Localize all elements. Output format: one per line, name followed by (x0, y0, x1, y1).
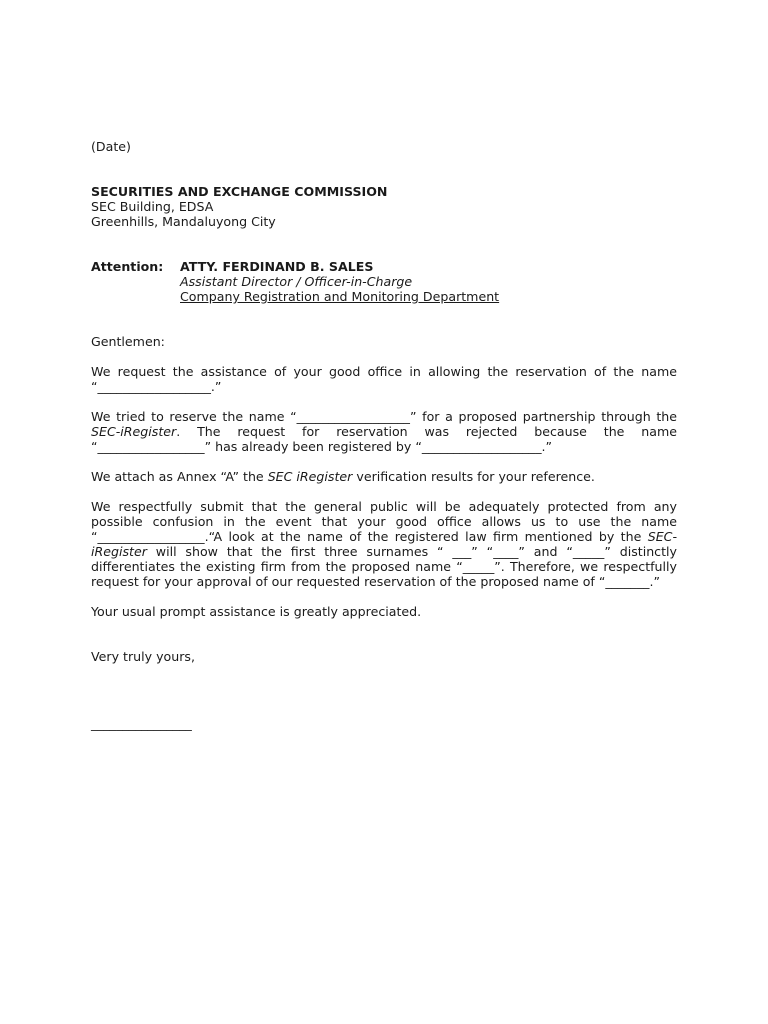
sec-iregister-term: SEC-iRegister (91, 424, 177, 439)
paragraph-3-text-c: verification results for your reference. (352, 469, 595, 484)
attention-name: ATTY. FERDINAND B. SALES (180, 259, 374, 274)
date-line: (Date) (91, 139, 131, 154)
paragraph-2 (91, 409, 677, 454)
paragraph-5: Your usual prompt assistance is greatly appreciated. (91, 604, 422, 619)
paragraph-4-text-a: We respectfully submit that the general public will be adequately protected from any possible confusion in the event that your good office allows us to use the name “_________________.“A look at the name of the registered law firm mentioned by the (91, 499, 677, 544)
recipient-block (91, 184, 677, 229)
paragraph-4 (91, 499, 677, 589)
signature-line: ________________ (91, 716, 192, 731)
attention-details (180, 259, 677, 304)
paragraph-3 (91, 469, 677, 484)
paragraph-2-text-c: . The request for reservation was rejected because the name “_________________” has already been registered by “___________________.” (91, 424, 677, 454)
recipient-name: SECURITIES AND EXCHANGE COMMISSION (91, 184, 388, 199)
paragraph-2-text-a: We tried to reserve the name “__________________” for a proposed partnership through the (91, 409, 677, 424)
salutation: Gentlemen: (91, 334, 165, 349)
paragraph-4-text-c: will show that the first three surnames “ ___” “____” and “_____” distinctly differentiates the existing firm from the proposed name “_____”. Therefore, we respectfully request for your approval of our requested reservation of the proposed name of “_______.” (91, 544, 677, 589)
recipient-address-1: SEC Building, EDSA (91, 199, 214, 214)
sec-iregister-term: SEC-iRegister (91, 529, 677, 559)
recipient-address-2: Greenhills, Mandaluyong City (91, 214, 276, 229)
paragraph-1: We request the assistance of your good office in allowing the reservation of the name “__________________.” (91, 364, 677, 394)
paragraph-3-text-a: We attach as Annex “A” the (91, 469, 268, 484)
closing: Very truly yours, (91, 649, 195, 664)
sec-iregister-term: SEC iRegister (267, 469, 353, 484)
attention-department: Company Registration and Monitoring Department (180, 289, 500, 304)
letter-body (91, 139, 677, 731)
attention-block (91, 259, 677, 304)
attention-title: Assistant Director / Officer-in-Charge (180, 274, 413, 289)
attention-label: Attention: (91, 259, 164, 274)
